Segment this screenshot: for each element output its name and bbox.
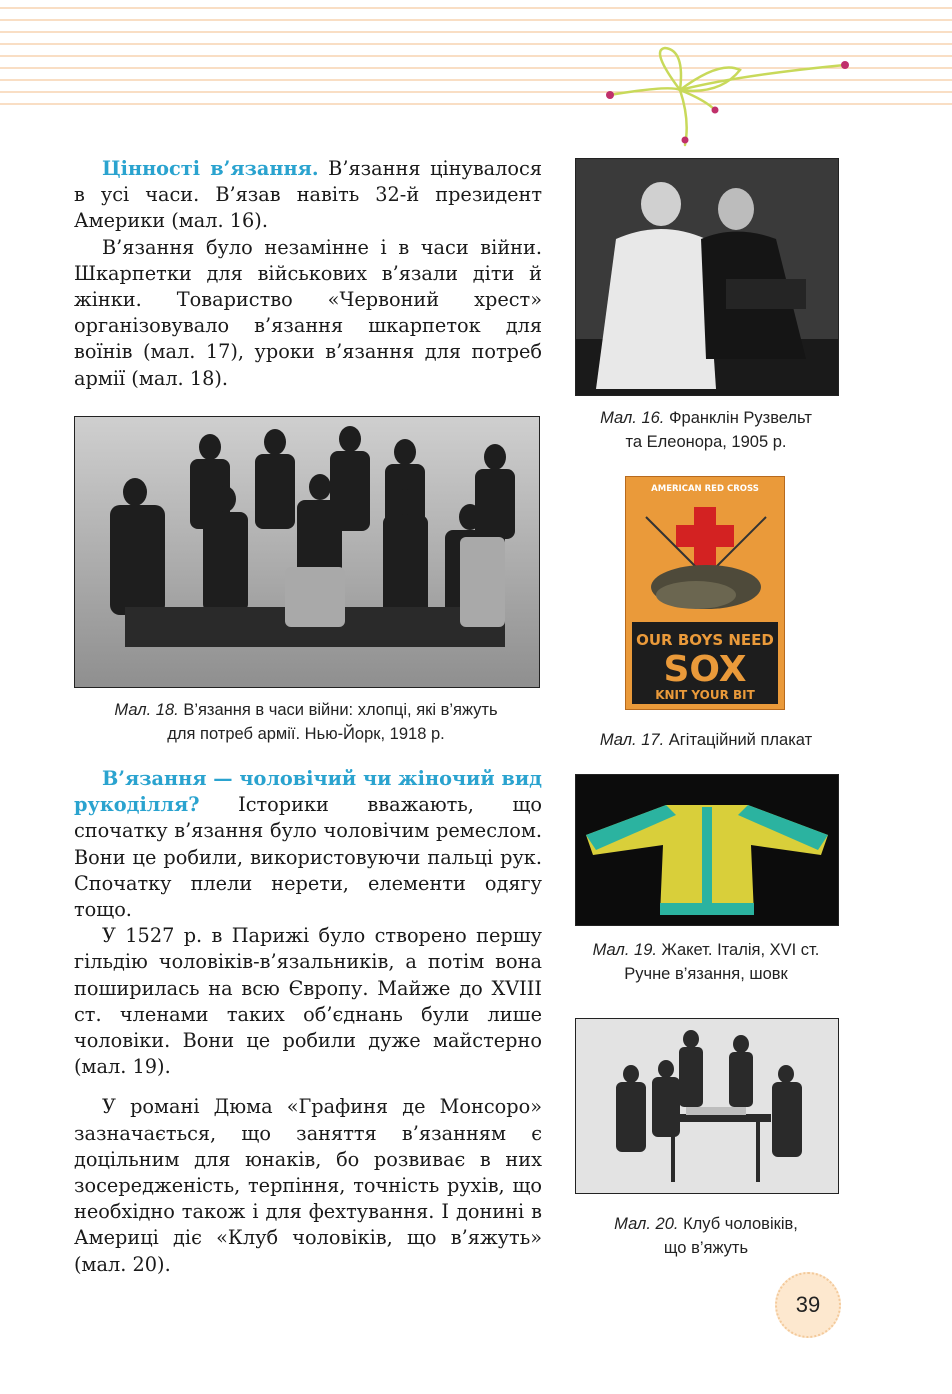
page-number: 39 [775, 1272, 841, 1338]
caption-fig18-text: В’язання в часи війни: хлопці, які в’яжуть [178, 701, 498, 719]
caption-fig19-text2: Ручне в’язання, шовк [624, 965, 788, 983]
caption-fig17-number: Мал. 17. [599, 731, 665, 749]
caption-fig17 [572, 728, 840, 752]
caption-fig18-number: Мал. 18. [114, 701, 179, 719]
caption-fig20 [572, 1212, 840, 1260]
paragraph-male-female [74, 766, 542, 923]
paragraph-values-text: В’язання цінувалося в усі часи. В’язав навіть 32-й президент Америки (мал. 16). [74, 157, 542, 233]
text-block-2 [74, 766, 542, 1278]
paragraph-dumas: У романі Дюма «Графиня де Монсоро» зазначається, що заняття в’язанням є доцільним для юнаків, бо розвиває в них зосередженість, терпіння, точність рухів, що необхідно також і для фехтування. І донині в Америці діє «Клуб чоловіків, що в’яжуть» (мал. 20). [74, 1095, 542, 1276]
paragraph-male-female-text: Історики вважають, що спочатку в’язання було чоловічим ремеслом. Вони це робили, використовуючи пальці рук. Спочатку плели нерети, елементи одягу тощо. [74, 793, 542, 922]
poster-our-boys-need-sox [625, 476, 785, 710]
heading-values: Цінності в’язання. [102, 157, 319, 180]
caption-fig17-text: Агітаційний плакат [664, 731, 813, 749]
caption-fig16-text: Франклін Рузвельт [664, 409, 812, 427]
photo-boys-knitting [74, 416, 540, 688]
paragraph-guild: У 1527 р. в Парижі було створено першу гільдію чоловіків-в’язальників, а потім вона поширилась на всю Європу. Майже до XVIII ст. членами таких об’єднань були лише чоловіки. Вони це робили дуже майстерно (мал. 19). [74, 924, 542, 1079]
poster-top-text: AMERICAN RED CROSS [651, 484, 759, 494]
poster-line1: OUR BOYS NEED [636, 631, 774, 649]
paragraph-war: В’язання було незамінне і в часи війни. Шкарпетки для військових в’язали діти й жінки. Товариство «Червоний хрест» організовувало в’язання шкарпеток для воїнів (мал. 17), уроки в’язання для потреб армії (мал. 18). [74, 235, 542, 390]
caption-fig16-number: Мал. 16. [600, 409, 665, 427]
poster-line3: KNIT YOUR BIT [655, 688, 755, 702]
photo-roosevelt [575, 158, 839, 396]
caption-fig19-number: Мал. 19. [592, 941, 657, 959]
caption-fig20-text2: що в’яжуть [663, 1239, 749, 1257]
poster-line2: SOX [663, 649, 747, 690]
caption-fig16-text2: та Елеонора, 1905 р. [625, 433, 787, 451]
caption-fig18 [70, 698, 542, 746]
photo-mens-knitting-club [575, 1018, 839, 1194]
heading-male-female: В’язання — чоловічий чи жіночий вид рукоділля? [74, 767, 542, 817]
photo-silk-jacket [575, 774, 839, 926]
ribbon-bow-decoration [590, 40, 870, 150]
paragraph-values [74, 156, 542, 235]
caption-fig20-text: Клуб чоловіків, [678, 1215, 798, 1233]
caption-fig18-text2: для потреб армії. Нью-Йорк, 1918 р. [167, 725, 445, 743]
caption-fig19 [572, 938, 840, 986]
caption-fig20-number: Мал. 20. [614, 1215, 679, 1233]
caption-fig19-text: Жакет. Італія, XVI ст. [656, 941, 820, 959]
text-block-1 [74, 156, 542, 392]
caption-fig16 [572, 406, 840, 454]
